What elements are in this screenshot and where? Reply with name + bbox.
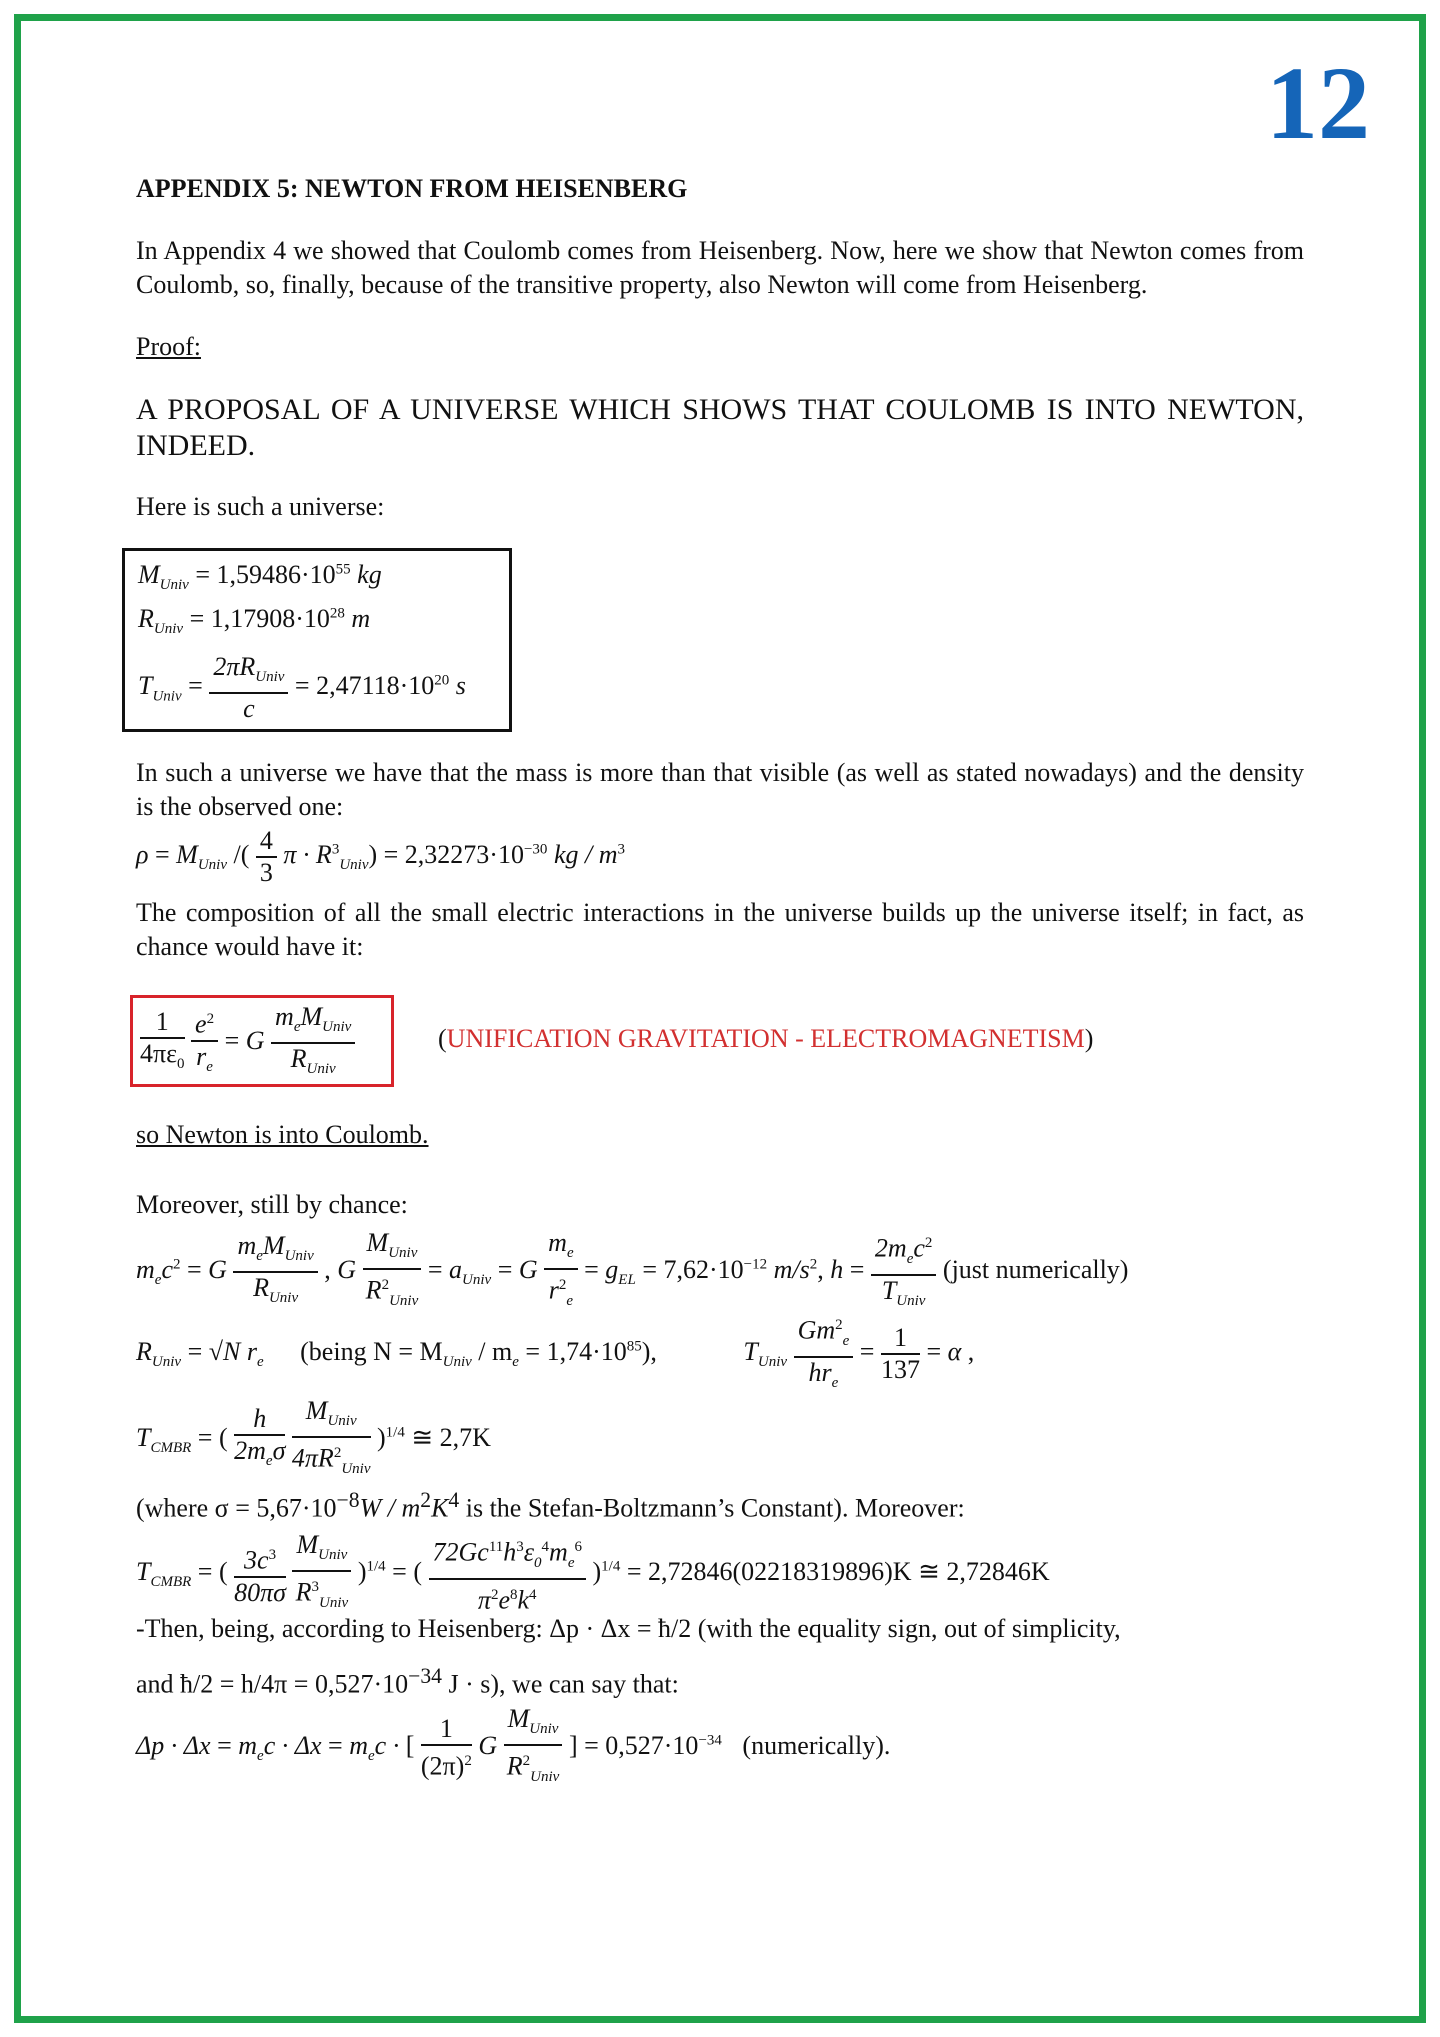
tcmbr-expanded-equation: $T_{CMBR}$ = ( $\frac{3c^3}{80\pi\sigma}$ $\frac{M_{Univ}}{R^3_{Univ}}$ )$^{1/4}$ = ( $\frac{72Gc^{11}h^3\varepsilon_0^4m_e^6}{\pi^2e^8k^4}$ )$^{1/4}$ = 2,72846(02218319896)K ≅ 2,72846K [136,1530,1050,1615]
mass-paragraph: In such a universe we have that the mass is more than that visible (as well as stated nowadays) and the density is the observed one: [136,758,1304,821]
intro-paragraph: In Appendix 4 we showed that Coulomb comes from Heisenberg. Now, here we show that Newton comes from Coulomb, so, finally, because of the transitive property, also Newton will come from Heisenberg. [136,236,1304,299]
here-is-text: Here is such a universe: [136,492,385,521]
page-number: 12 [1266,46,1370,161]
tcmbr-equation: $T_{CMBR}$ = ( $\frac{h}{2m_e\sigma}$ $\frac{M_{Univ}}{4\pi R^2_{Univ}}$ )$^{1/4}$ ≅ 2,7K [136,1396,491,1478]
moreover-chance-text: Moreover, still by chance: [136,1190,408,1219]
proposal-title: A PROPOSAL OF A UNIVERSE WHICH SHOWS THAT COULOMB IS INTO NEWTON, INDEED. [136,393,1304,462]
heisenberg-line: -Then, being, according to Heisenberg: Δp · Δx = ħ/2 (with the equality sign, out of simplicity, [136,1614,1121,1643]
density-equation: $\rho = M_{Univ}$ /( $\frac{4}{3}$ $\pi \cdot R^3_{Univ}) = 2,32273\cdot 10^{-30}$ kg / $m^3$ [136,826,625,887]
unification-label: (UNIFICATION GRAVITATION - ELECTROMAGNETISM) [438,1024,1094,1053]
period-equation: $T_{Univ}$ = $\frac{2\pi R_{Univ}}{c}$ = $2,47118\cdot 10^{20}$ s [138,652,466,724]
hbar-line: and ħ/2 = $h/4\pi = 0,527\cdot 10^{-34}$ J · s), we can say that: [136,1664,679,1699]
appendix-heading: APPENDIX 5: NEWTON FROM HEISENBERG [136,174,688,203]
energy-acceleration-equation: $m_ec^2 = G$ $\frac{m_eM_{Univ}}{R_{Univ}}$ , G $\frac{M_{Univ}}{R^2_{Univ}}$ = $a_{Univ} = G$ $\frac{m_e}{r^2_e}$ = $g_{EL} = 7,62\cdot 10^{-12}$ $m/s^2$, h = $\frac{2m_ec^2}{T_{Univ}}$ (just numerically) [136,1228,1129,1310]
stefan-boltzmann-text: (where $\sigma = 5,67\cdot 10^{-8}W / m^2K^4$ is the Stefan-Boltzmann’s Constant). Moreover: [136,1488,965,1523]
radius-equation: $R_{Univ} = 1,17908\cdot 10^{28}$ m [138,604,371,638]
unification-equation: $\frac{1}{4\pi\varepsilon_0}$ $\frac{e^2}{r_e}$ = G $\frac{m_eM_{Univ}}{R_{Univ}}$ [140,1002,355,1084]
newton-coulomb-text: so Newton is into Coulomb. [136,1120,429,1149]
radius-period-equation: $R_{Univ} = √N$ $r_e$ (being $N = M_{Univ} / m_e = 1,74\cdot 10^{85}$), $T_{Univ}$ $\frac{Gm^2_e}{hr_e}$ = $\frac{1}{137}$ = α , [136,1310,974,1398]
proof-label: Proof: [136,332,201,361]
momentum-position-equation: $\Delta p \cdot \Delta x = m_ec \cdot \Delta x = m_ec$ · [ $\frac{1}{(2\pi)^2}$ G $\frac{M_{Univ}}{R^2_{Univ}}$ ] = $0,527\cdot 10^{-34}$ (numerically). [136,1704,891,1786]
composition-paragraph: The composition of all the small electric interactions in the universe builds up the universe itself; in fact, as chance would have it: [136,898,1304,961]
mass-equation: $M_{Univ} = 1,59486\cdot 10^{55}$ kg [138,560,382,594]
